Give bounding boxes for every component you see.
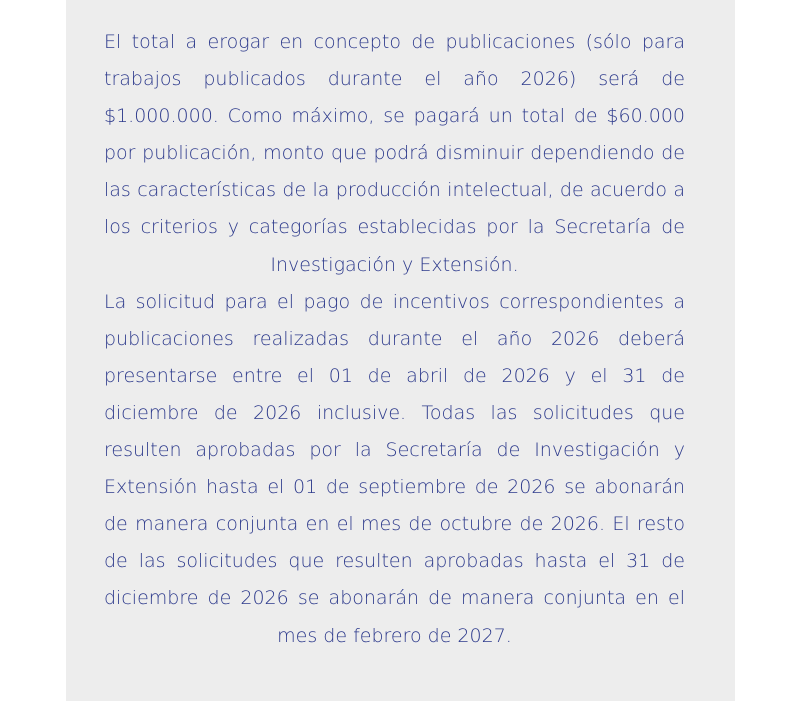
- paragraph-application-dates: La solicitud para el pago de incentivos correspondientes a publicaciones realizadas durante el año 2026 deberá presentarse entre el 01 de abril de 2026 y el 31 de diciembre de 2026 inclusive. Todas las solicitudes que resulten aprobadas por la Secretaría de Investigación y Extensión hasta el 01 de septiembre de 2026 se abonarán de manera conjunta en el mes de octubre de 2026. El resto de las solicitudes que resulten aprobadas hasta el 31 de diciembre de 2026 se abonarán de manera conjunta en el mes de febrero de 2027.: [104, 290, 685, 647]
- content-panel: [66, 0, 735, 701]
- paragraph-budget: El total a erogar en concepto de publicaciones (sólo para trabajos publicados durante el año 2026) será de $1.000.000. Como máximo, se pagará un total de $60.000 por publicación, monto que podrá disminuir dependiendo de las características de la producción intelectual, de acuerdo a los criterios y categorías establecidas por la Secretaría de Investigación y Extensión.: [104, 31, 685, 276]
